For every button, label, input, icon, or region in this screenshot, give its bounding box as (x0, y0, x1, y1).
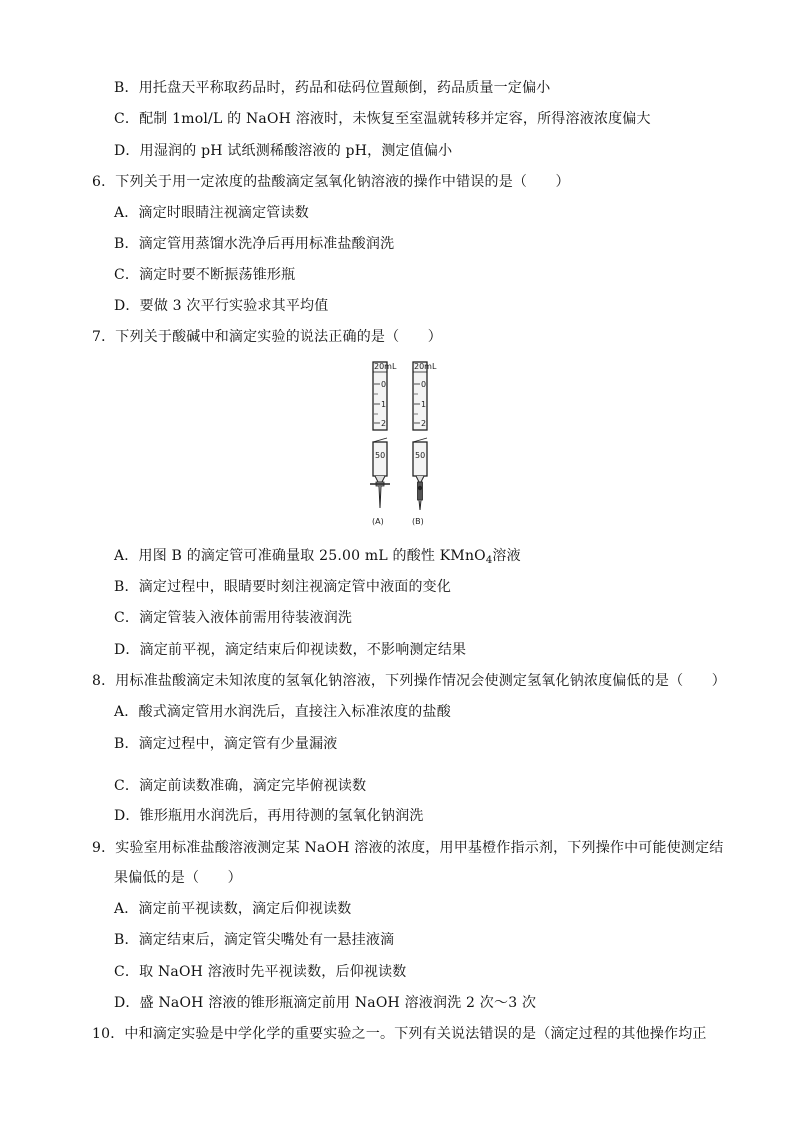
question-9-option-c: C．取 NaOH 溶液时先平视读数，后仰视读数 (114, 964, 407, 980)
question-7-option-b: B．滴定过程中，眼睛要时刻注视滴定管中液面的变化 (114, 579, 452, 595)
burette-b-tick-0: 0 (421, 380, 427, 389)
question-6-option-b: B．滴定管用蒸馏水洗净后再用标准盐酸润洗 (114, 236, 395, 252)
question-8-stem: 8．用标准盐酸滴定未知浓度的氢氧化钠溶液，下列操作情况会使测定氢氧化钠浓度偏低的是（ ） (92, 673, 726, 689)
burette-b-tick-1: 1 (421, 400, 427, 409)
question-9-option-a: A．滴定前平视读数，滴定后仰视读数 (114, 901, 352, 917)
question-6-option-d: D．要做 3 次平行实验求其平均值 (114, 298, 329, 314)
label-a: (A) (372, 517, 384, 526)
burette-b-top-text: 20mL (414, 362, 437, 371)
question-8-option-a: A．酸式滴定管用水润洗后，直接注入标准浓度的盐酸 (114, 704, 451, 720)
question-9-option-b: B．滴定结束后，滴定管尖嘴处有一悬挂液滴 (114, 932, 395, 948)
question-8-option-d: D．锥形瓶用水润洗后，再用待测的氢氧化钠润洗 (114, 808, 424, 824)
option-c-prev: C．配制 1mol/L 的 NaOH 溶液时，未恢复至室温就转移并定容，所得溶液浓度偏大 (114, 111, 651, 127)
burette-a-tick-2: 2 (381, 419, 387, 428)
question-8-option-b: B．滴定过程中，滴定管有少量漏液 (114, 736, 338, 752)
question-9-stem-cont: 果偏低的是（ ） (114, 870, 242, 886)
question-6-option-a: A．滴定时眼睛注视滴定管读数 (114, 205, 309, 221)
question-7-option-c: C．滴定管装入液体前需用待装液润洗 (114, 610, 353, 626)
burette-a-top-text: 20mL (374, 362, 397, 371)
burette-figure (360, 358, 440, 530)
burette-b-tick-50: 50 (415, 451, 426, 460)
question-7-stem: 7．下列关于酸碱中和滴定实验的说法正确的是（ ） (92, 329, 442, 345)
burette-illustration (360, 358, 440, 530)
burette-a-tick-1: 1 (381, 400, 387, 409)
question-7-option-a (114, 546, 521, 566)
question-7-option-a-text: A．用图 B 的滴定管可准确量取 25.00 mL 的酸性 KMnO (114, 548, 486, 564)
question-10-stem: 10．中和滴定实验是中学化学的重要实验之一。下列有关说法错误的是（滴定过程的其他操作均正 (92, 1026, 707, 1042)
burette-b-bottom (413, 438, 427, 510)
question-6-stem: 6．下列关于用一定浓度的盐酸滴定氢氧化钠溶液的操作中错误的是（ ） (92, 174, 570, 190)
burette-a-tick-50: 50 (375, 451, 386, 460)
burette-b-tick-2: 2 (421, 419, 427, 428)
question-6-option-c: C．滴定时要不断振荡锥形瓶 (114, 267, 296, 283)
question-8-option-c: C．滴定前读数准确，滴定完毕俯视读数 (114, 778, 367, 794)
label-b: (B) (412, 517, 424, 526)
question-7-option-d: D．滴定前平视，滴定结束后仰视读数，不影响测定结果 (114, 642, 467, 658)
burette-b-top (413, 362, 437, 430)
burette-a-top (373, 362, 397, 430)
option-b-prev: B．用托盘天平称取药品时，药品和砝码位置颠倒，药品质量一定偏小 (114, 80, 551, 96)
question-9-stem: 9．实验室用标准盐酸溶液测定某 NaOH 溶液的浓度，用甲基橙作指示剂，下列操作中可能使测定结 (92, 840, 724, 856)
burette-a-bottom (370, 438, 390, 508)
question-7-option-a-tail: 溶液 (492, 548, 521, 564)
burette-a-tick-0: 0 (381, 380, 387, 389)
question-9-option-d: D．盛 NaOH 溶液的锥形瓶滴定前用 NaOH 溶液润洗 2 次～3 次 (114, 995, 537, 1011)
option-d-prev: D．用湿润的 pH 试纸测稀酸溶液的 pH，测定值偏小 (114, 143, 453, 159)
question-7-option-a-subscript: 4 (485, 555, 493, 566)
